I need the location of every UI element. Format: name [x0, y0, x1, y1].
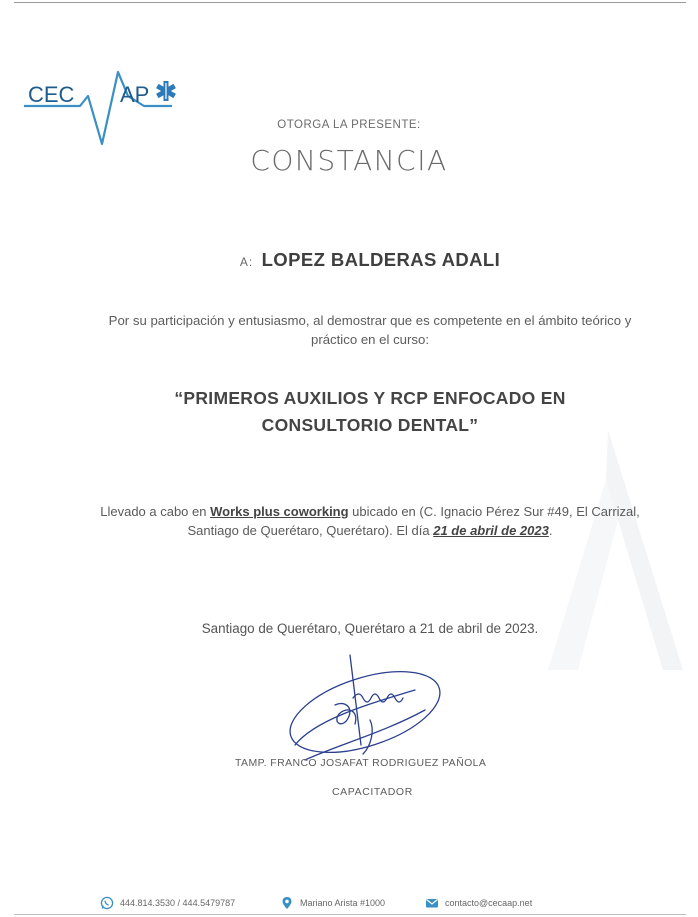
footer-address [280, 896, 385, 910]
document-title: CONSTANCIA [250, 144, 448, 177]
footer-email-text: contacto@cecaap.net [445, 898, 533, 908]
location-part3: . [548, 523, 553, 538]
top-border [14, 2, 686, 3]
recipient-name: LOPEZ BALDERAS ADALI [261, 249, 501, 270]
envelope-icon [425, 896, 439, 910]
footer-address-text: Mariano Arista #1000 [300, 898, 386, 908]
otorga-label: OTORGA LA PRESENTE: [277, 119, 421, 131]
location-part2: ubicado en (C. Ignacio Pérez Sur #49, El Carrizal, Santiago de Querétaro, Querétaro). El día [187, 504, 640, 538]
footer-phone [100, 896, 235, 910]
location-text [100, 502, 640, 540]
whatsapp-icon [100, 896, 114, 910]
location-date: 21 de abril de 2023 [433, 523, 549, 538]
location-venue: Works plus coworking [210, 504, 349, 519]
closing-text: Santiago de Querétaro, Querétaro a 21 de abril de 2023. [201, 621, 539, 636]
bottom-border [14, 914, 686, 915]
logo-text-right: AP [120, 82, 150, 107]
footer [0, 896, 698, 912]
cecaap-logo [22, 66, 182, 148]
intro-text: Por su participación y entusiasmo, al demostrar que es competente en el ámbito teórico y práctico en el curso: [108, 313, 632, 347]
logo-text-left: CEC [28, 82, 75, 107]
recipient [0, 249, 698, 271]
star-of-life-icon [156, 81, 176, 101]
location-part1: Llevado a cabo en [100, 504, 211, 519]
signer-name: TAMP. FRANCO JOSAFAT RODRIGUEZ PAÑOLA [235, 757, 487, 769]
signer-role: CAPACITADOR [332, 786, 413, 798]
footer-email [425, 896, 532, 910]
course-title: “PRIMEROS AUXILIOS Y RCP ENFOCADO EN CONSULTORIO DENTAL” [174, 388, 566, 435]
recipient-prefix: A: [239, 255, 254, 269]
footer-phone-text: 444.814.3530 / 444.5479787 [120, 898, 236, 908]
location-pin-icon [280, 896, 294, 910]
watermark-triangle [488, 420, 688, 680]
